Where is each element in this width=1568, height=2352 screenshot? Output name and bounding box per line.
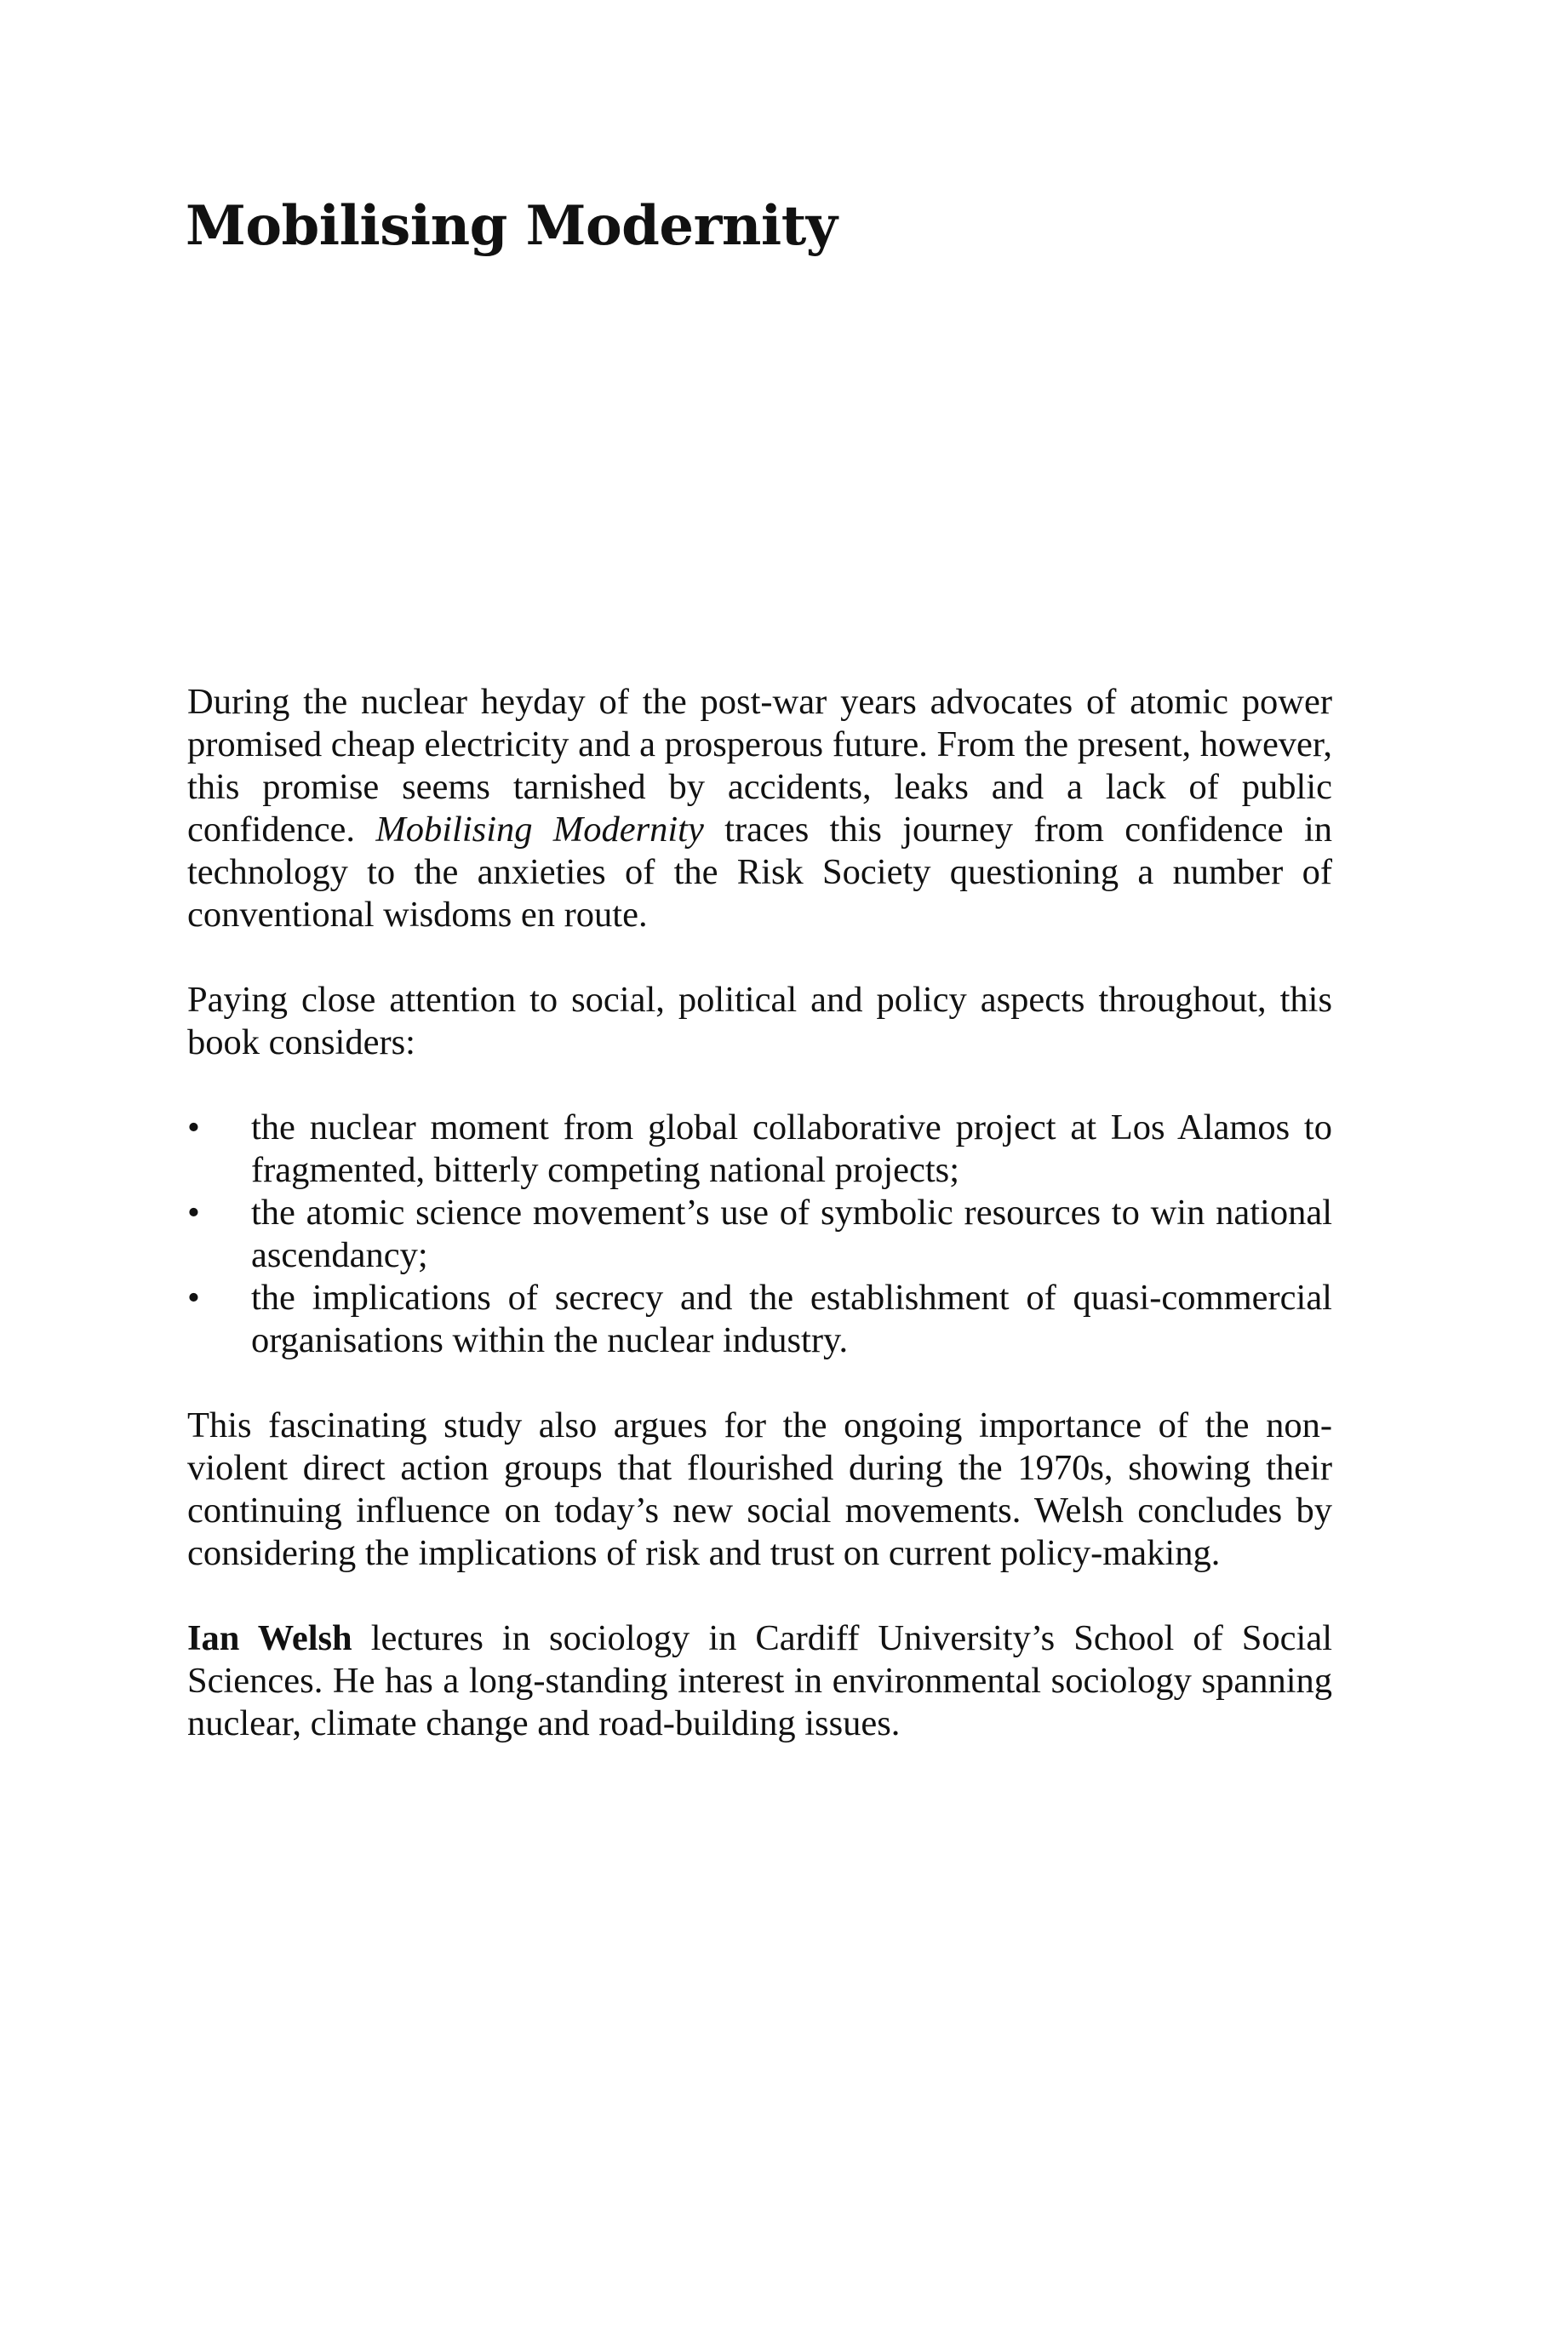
list-item-text: the atomic science movement’s use of symbolic resources to win national ascendancy; [251, 1193, 1332, 1275]
list-item [187, 1277, 1332, 1362]
list-item [187, 1192, 1332, 1277]
intro-text-before: During the nuclear heyday of the post-war years advocates of atomic power promised cheap electricity and a prosperous future. From the present, however, this promise seems tarnished by accidents, leaks and a lack of public confidence. [187, 682, 1332, 850]
lead-in-paragraph: Paying close attention to social, political and policy aspects throughout, this book considers: [187, 980, 1332, 1062]
list-item [187, 1107, 1332, 1192]
bullet-icon: • [187, 1278, 200, 1318]
author-name: Ian Welsh [187, 1618, 352, 1658]
book-title: Mobilising Modernity [186, 194, 838, 258]
bullet-icon: • [187, 1107, 200, 1147]
list-item-text: the implications of secrecy and the establishment of quasi-commercial organisations within the nuclear industry. [251, 1278, 1332, 1360]
intro-book-title: Mobilising Modernity [375, 810, 704, 850]
intro-text-after: traces this journey from confidence in technology to the anxieties of the Risk Society questioning a number of conventional wisdoms en route. [187, 810, 1333, 935]
blurb [187, 681, 1332, 1788]
list-item-text: the nuclear moment from global collaborative project at Los Alamos to fragmented, bitterly competing national projects; [251, 1107, 1332, 1190]
considerations-list [187, 1107, 1332, 1362]
author-bio: lectures in sociology in Cardiff University’s School of Social Sciences. He has a long-standing interest in environmental sociology spanning nuclear, climate change and road-building issues. [187, 1618, 1333, 1743]
author-paragraph [187, 1617, 1332, 1745]
study-paragraph: This fascinating study also argues for the ongoing importance of the non-violent direct action groups that flourished during the 1970s, showing their continuing influence on today’s new social movements. Welsh concludes by considering the implications of risk and trust on current policy-making. [187, 1405, 1332, 1573]
bullet-icon: • [187, 1193, 200, 1233]
intro-paragraph [187, 681, 1332, 936]
